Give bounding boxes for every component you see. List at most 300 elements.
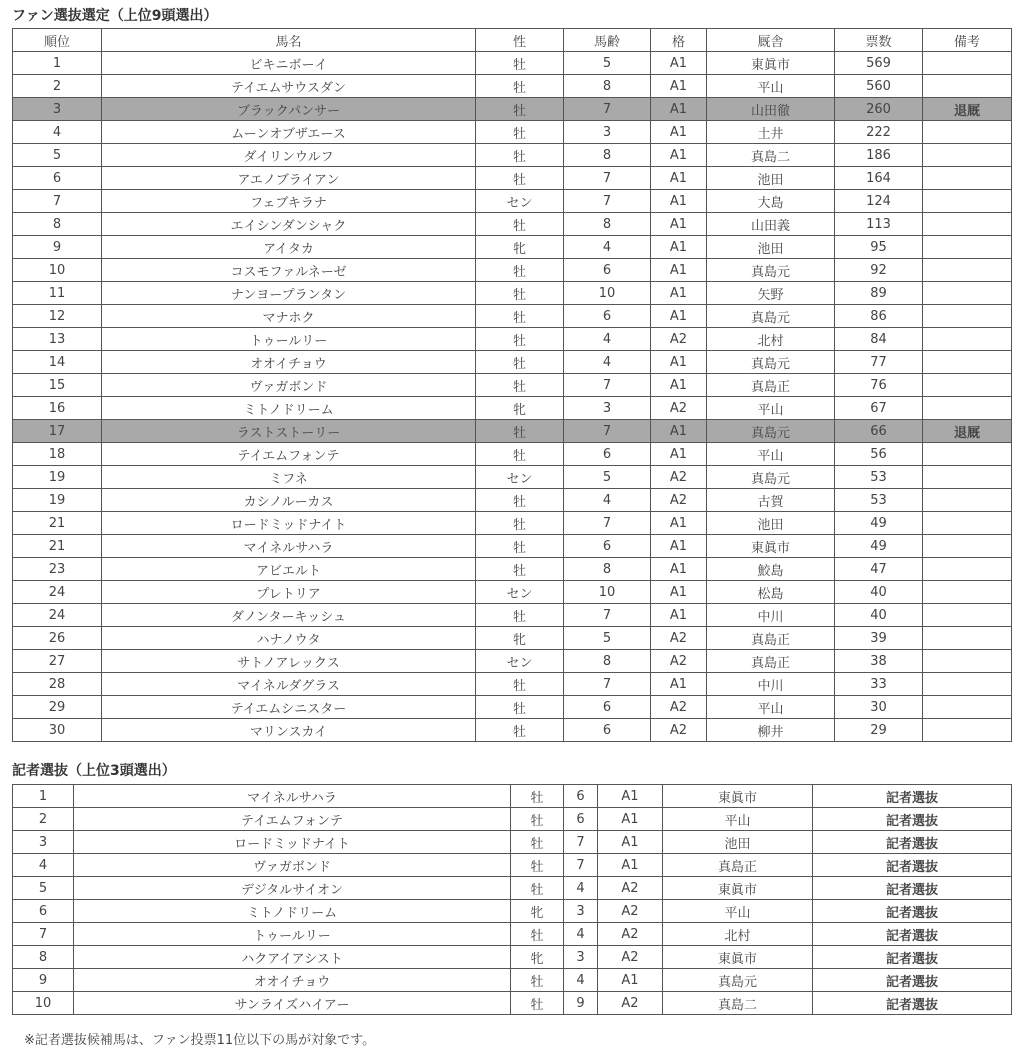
cell-class: A1 (651, 512, 707, 535)
fan-table-body (13, 52, 1012, 742)
cell-class: A1 (651, 213, 707, 236)
cell-age: 7 (564, 190, 651, 213)
cell-age: 8 (564, 75, 651, 98)
cell-age: 7 (564, 673, 651, 696)
cell-stable: 山田義 (707, 213, 835, 236)
cell-sex: 牡 (476, 673, 564, 696)
cell-horse-name: ロードミッドナイト (74, 831, 511, 854)
cell-rank: 19 (13, 466, 102, 489)
cell-class: A1 (651, 52, 707, 75)
table-row (13, 923, 1012, 946)
cell-class: A1 (651, 604, 707, 627)
cell-number: 1 (13, 785, 74, 808)
cell-sex: 牡 (476, 374, 564, 397)
cell-horse-name: オオイチョウ (102, 351, 476, 374)
cell-note (923, 374, 1012, 397)
cell-horse-name: ダノンターキッシュ (102, 604, 476, 627)
cell-horse-name: サンライズハイアー (74, 992, 511, 1015)
cell-horse-name: トゥールリー (74, 923, 511, 946)
cell-sex: 牡 (476, 213, 564, 236)
cell-sex: 牡 (511, 992, 564, 1015)
table-row (13, 512, 1012, 535)
cell-horse-name: テイエムサウスダン (102, 75, 476, 98)
cell-rank: 8 (13, 213, 102, 236)
table-row (13, 98, 1012, 121)
table-row (13, 420, 1012, 443)
cell-age: 5 (564, 52, 651, 75)
cell-votes: 95 (835, 236, 923, 259)
cell-age: 7 (564, 831, 598, 854)
cell-class: A1 (598, 854, 663, 877)
cell-votes: 47 (835, 558, 923, 581)
cell-class: A2 (651, 489, 707, 512)
press-selection-heading: 記者選抜（上位3頭選出） (12, 763, 176, 779)
cell-rank: 3 (13, 98, 102, 121)
cell-age: 8 (564, 558, 651, 581)
cell-rank: 6 (13, 167, 102, 190)
cell-age: 9 (564, 992, 598, 1015)
cell-selection-note: 記者選抜 (813, 808, 1012, 831)
cell-votes: 260 (835, 98, 923, 121)
table-row (13, 374, 1012, 397)
cell-age: 3 (564, 397, 651, 420)
cell-votes: 89 (835, 282, 923, 305)
cell-horse-name: ナンヨープランタン (102, 282, 476, 305)
table-row (13, 351, 1012, 374)
cell-rank: 4 (13, 121, 102, 144)
cell-selection-note: 記者選抜 (813, 831, 1012, 854)
cell-number: 5 (13, 877, 74, 900)
cell-sex: セン (476, 466, 564, 489)
cell-note (923, 351, 1012, 374)
cell-note (923, 121, 1012, 144)
cell-number: 4 (13, 854, 74, 877)
cell-selection-note: 記者選抜 (813, 969, 1012, 992)
cell-rank: 15 (13, 374, 102, 397)
col-header-votes: 票数 (835, 29, 923, 52)
cell-age: 8 (564, 213, 651, 236)
cell-stable: 真島元 (707, 259, 835, 282)
table-row (13, 969, 1012, 992)
cell-rank: 28 (13, 673, 102, 696)
cell-rank: 1 (13, 52, 102, 75)
cell-age: 10 (564, 581, 651, 604)
cell-class: A1 (598, 808, 663, 831)
cell-age: 4 (564, 328, 651, 351)
cell-votes: 113 (835, 213, 923, 236)
cell-votes: 33 (835, 673, 923, 696)
cell-horse-name: マイネルダグラス (102, 673, 476, 696)
cell-horse-name: ラストストーリー (102, 420, 476, 443)
cell-class: A2 (651, 397, 707, 420)
cell-note (923, 719, 1012, 742)
cell-rank: 7 (13, 190, 102, 213)
table-row (13, 992, 1012, 1015)
cell-sex: 牡 (511, 831, 564, 854)
cell-votes: 77 (835, 351, 923, 374)
cell-stable: 東眞市 (707, 535, 835, 558)
cell-horse-name: マリンスカイ (102, 719, 476, 742)
table-row (13, 397, 1012, 420)
cell-rank: 21 (13, 512, 102, 535)
cell-votes: 186 (835, 144, 923, 167)
table-row (13, 719, 1012, 742)
cell-stable: 平山 (707, 397, 835, 420)
cell-class: A1 (651, 75, 707, 98)
cell-horse-name: デジタルサイオン (74, 877, 511, 900)
cell-sex: セン (476, 650, 564, 673)
cell-class: A2 (598, 877, 663, 900)
cell-sex: 牡 (476, 144, 564, 167)
cell-age: 3 (564, 900, 598, 923)
fan-selection-table (12, 28, 1012, 742)
table-row (13, 558, 1012, 581)
cell-sex: 牡 (476, 535, 564, 558)
cell-rank: 2 (13, 75, 102, 98)
table-row (13, 144, 1012, 167)
cell-votes: 53 (835, 489, 923, 512)
cell-age: 4 (564, 236, 651, 259)
cell-horse-name: マイネルサハラ (102, 535, 476, 558)
cell-class: A1 (651, 282, 707, 305)
cell-horse-name: テイエムフォンテ (102, 443, 476, 466)
cell-votes: 53 (835, 466, 923, 489)
table-row (13, 190, 1012, 213)
press-table-body (13, 785, 1012, 1015)
table-row (13, 627, 1012, 650)
table-row (13, 696, 1012, 719)
cell-horse-name: ダイリンウルフ (102, 144, 476, 167)
cell-votes: 29 (835, 719, 923, 742)
table-row (13, 52, 1012, 75)
cell-age: 6 (564, 443, 651, 466)
cell-age: 6 (564, 305, 651, 328)
cell-note: 退厩 (923, 420, 1012, 443)
table-row (13, 785, 1012, 808)
table-row (13, 604, 1012, 627)
cell-sex: 牡 (476, 167, 564, 190)
cell-note (923, 489, 1012, 512)
cell-votes: 124 (835, 190, 923, 213)
cell-sex: 牡 (476, 328, 564, 351)
table-row (13, 75, 1012, 98)
col-header-horse-name: 馬名 (102, 29, 476, 52)
cell-sex: セン (476, 190, 564, 213)
cell-age: 6 (564, 785, 598, 808)
cell-age: 7 (564, 420, 651, 443)
cell-age: 6 (564, 696, 651, 719)
cell-sex: 牡 (476, 98, 564, 121)
cell-votes: 30 (835, 696, 923, 719)
cell-sex: セン (476, 581, 564, 604)
cell-horse-name: アビエルト (102, 558, 476, 581)
cell-rank: 14 (13, 351, 102, 374)
cell-rank: 29 (13, 696, 102, 719)
cell-note (923, 167, 1012, 190)
cell-stable: 池田 (707, 236, 835, 259)
cell-selection-note: 記者選抜 (813, 923, 1012, 946)
cell-age: 7 (564, 512, 651, 535)
cell-rank: 17 (13, 420, 102, 443)
cell-class: A1 (651, 420, 707, 443)
fan-table-header-row (13, 29, 1012, 52)
table-row (13, 466, 1012, 489)
cell-votes: 40 (835, 604, 923, 627)
cell-stable: 真島正 (663, 854, 813, 877)
cell-sex: 牡 (476, 259, 564, 282)
cell-sex: 牡 (476, 443, 564, 466)
cell-note (923, 650, 1012, 673)
table-row (13, 167, 1012, 190)
cell-class: A1 (651, 144, 707, 167)
table-row (13, 946, 1012, 969)
cell-class: A2 (598, 923, 663, 946)
cell-sex: 牡 (511, 969, 564, 992)
col-header-rank: 順位 (13, 29, 102, 52)
cell-note (923, 213, 1012, 236)
col-header-class: 格 (651, 29, 707, 52)
cell-selection-note: 記者選抜 (813, 877, 1012, 900)
cell-class: A2 (651, 627, 707, 650)
cell-selection-note: 記者選抜 (813, 854, 1012, 877)
cell-note (923, 466, 1012, 489)
cell-sex: 牡 (476, 305, 564, 328)
cell-rank: 12 (13, 305, 102, 328)
cell-note (923, 328, 1012, 351)
cell-rank: 23 (13, 558, 102, 581)
cell-class: A1 (598, 831, 663, 854)
cell-horse-name: ビキニボーイ (102, 52, 476, 75)
cell-sex: 牝 (511, 900, 564, 923)
cell-sex: 牡 (476, 696, 564, 719)
cell-votes: 76 (835, 374, 923, 397)
cell-votes: 38 (835, 650, 923, 673)
cell-votes: 86 (835, 305, 923, 328)
table-row (13, 443, 1012, 466)
cell-horse-name: アエノブライアン (102, 167, 476, 190)
cell-stable: 平山 (707, 443, 835, 466)
col-header-note: 備考 (923, 29, 1012, 52)
cell-class: A2 (651, 719, 707, 742)
cell-horse-name: ヴァガボンド (74, 854, 511, 877)
cell-class: A2 (598, 946, 663, 969)
cell-sex: 牡 (476, 351, 564, 374)
cell-age: 5 (564, 466, 651, 489)
table-row (13, 305, 1012, 328)
cell-number: 10 (13, 992, 74, 1015)
cell-sex: 牝 (476, 236, 564, 259)
cell-rank: 18 (13, 443, 102, 466)
cell-horse-name: テイエムシニスター (102, 696, 476, 719)
cell-number: 8 (13, 946, 74, 969)
cell-sex: 牝 (511, 946, 564, 969)
press-selection-table (12, 784, 1012, 1015)
cell-horse-name: サトノアレックス (102, 650, 476, 673)
cell-votes: 49 (835, 535, 923, 558)
table-row (13, 328, 1012, 351)
cell-stable: 大島 (707, 190, 835, 213)
cell-note (923, 236, 1012, 259)
cell-class: A1 (651, 305, 707, 328)
cell-stable: 真島正 (707, 374, 835, 397)
cell-horse-name: テイエムフォンテ (74, 808, 511, 831)
cell-selection-note: 記者選抜 (813, 946, 1012, 969)
cell-votes: 560 (835, 75, 923, 98)
cell-note (923, 75, 1012, 98)
cell-sex: 牡 (476, 604, 564, 627)
cell-sex: 牡 (476, 512, 564, 535)
cell-number: 3 (13, 831, 74, 854)
cell-sex: 牡 (476, 558, 564, 581)
fan-selection-heading: ファン選抜選定（上位9頭選出） (12, 8, 218, 24)
cell-votes: 66 (835, 420, 923, 443)
cell-class: A1 (651, 121, 707, 144)
cell-note (923, 443, 1012, 466)
cell-stable: 北村 (707, 328, 835, 351)
cell-age: 5 (564, 627, 651, 650)
cell-horse-name: プレトリア (102, 581, 476, 604)
cell-age: 4 (564, 489, 651, 512)
cell-class: A1 (598, 969, 663, 992)
cell-votes: 92 (835, 259, 923, 282)
cell-sex: 牡 (511, 923, 564, 946)
cell-class: A1 (651, 351, 707, 374)
cell-sex: 牝 (476, 397, 564, 420)
table-row (13, 236, 1012, 259)
cell-rank: 16 (13, 397, 102, 420)
cell-sex: 牡 (511, 785, 564, 808)
cell-note (923, 604, 1012, 627)
cell-horse-name: エイシンダンシャク (102, 213, 476, 236)
cell-age: 6 (564, 259, 651, 282)
cell-number: 2 (13, 808, 74, 831)
cell-class: A2 (651, 328, 707, 351)
cell-class: A1 (651, 374, 707, 397)
cell-number: 7 (13, 923, 74, 946)
cell-class: A1 (651, 535, 707, 558)
cell-class: A2 (598, 992, 663, 1015)
table-row (13, 900, 1012, 923)
cell-horse-name: ハナノウタ (102, 627, 476, 650)
cell-horse-name: トゥールリー (102, 328, 476, 351)
cell-horse-name: ハクアイアシスト (74, 946, 511, 969)
cell-stable: 山田徹 (707, 98, 835, 121)
cell-class: A1 (651, 581, 707, 604)
cell-stable: 柳井 (707, 719, 835, 742)
cell-age: 8 (564, 650, 651, 673)
cell-stable: 池田 (663, 831, 813, 854)
cell-sex: 牡 (511, 854, 564, 877)
cell-age: 6 (564, 808, 598, 831)
cell-age: 10 (564, 282, 651, 305)
cell-rank: 30 (13, 719, 102, 742)
cell-sex: 牡 (476, 489, 564, 512)
cell-stable: 東眞市 (663, 785, 813, 808)
cell-class: A2 (651, 466, 707, 489)
cell-horse-name: ムーンオブザエース (102, 121, 476, 144)
cell-sex: 牡 (476, 719, 564, 742)
cell-age: 4 (564, 969, 598, 992)
cell-sex: 牡 (476, 52, 564, 75)
cell-rank: 19 (13, 489, 102, 512)
table-row (13, 121, 1012, 144)
cell-note: 退厩 (923, 98, 1012, 121)
table-row (13, 650, 1012, 673)
cell-stable: 中川 (707, 673, 835, 696)
cell-sex: 牡 (476, 121, 564, 144)
cell-horse-name: ヴァガボンド (102, 374, 476, 397)
cell-rank: 21 (13, 535, 102, 558)
cell-age: 7 (564, 98, 651, 121)
cell-stable: 中川 (707, 604, 835, 627)
cell-stable: 真島二 (663, 992, 813, 1015)
cell-age: 6 (564, 535, 651, 558)
cell-stable: 古賀 (707, 489, 835, 512)
cell-class: A2 (651, 696, 707, 719)
cell-note (923, 259, 1012, 282)
table-row (13, 213, 1012, 236)
cell-class: A1 (598, 785, 663, 808)
cell-note (923, 558, 1012, 581)
cell-stable: 真島元 (707, 466, 835, 489)
cell-stable: 平山 (707, 75, 835, 98)
cell-stable: 真島元 (707, 351, 835, 374)
cell-note (923, 535, 1012, 558)
cell-horse-name: オオイチョウ (74, 969, 511, 992)
cell-age: 3 (564, 946, 598, 969)
col-header-stable: 厩舎 (707, 29, 835, 52)
cell-stable: 平山 (707, 696, 835, 719)
cell-votes: 84 (835, 328, 923, 351)
cell-class: A1 (651, 558, 707, 581)
cell-rank: 26 (13, 627, 102, 650)
cell-stable: 北村 (663, 923, 813, 946)
cell-rank: 10 (13, 259, 102, 282)
cell-note (923, 282, 1012, 305)
cell-rank: 27 (13, 650, 102, 673)
cell-votes: 56 (835, 443, 923, 466)
cell-rank: 5 (13, 144, 102, 167)
cell-age: 4 (564, 351, 651, 374)
cell-class: A2 (651, 650, 707, 673)
cell-note (923, 305, 1012, 328)
cell-stable: 東眞市 (663, 877, 813, 900)
cell-stable: 池田 (707, 167, 835, 190)
cell-age: 7 (564, 374, 651, 397)
cell-horse-name: コスモファルネーゼ (102, 259, 476, 282)
cell-sex: 牡 (476, 282, 564, 305)
cell-note (923, 397, 1012, 420)
cell-horse-name: アイタカ (102, 236, 476, 259)
cell-age: 3 (564, 121, 651, 144)
cell-stable: 東眞市 (707, 52, 835, 75)
cell-stable: 池田 (707, 512, 835, 535)
cell-horse-name: ミトノドリーム (74, 900, 511, 923)
cell-votes: 222 (835, 121, 923, 144)
table-row (13, 581, 1012, 604)
col-header-age: 馬齢 (564, 29, 651, 52)
cell-age: 4 (564, 877, 598, 900)
cell-class: A1 (651, 673, 707, 696)
cell-class: A1 (651, 98, 707, 121)
cell-stable: 松島 (707, 581, 835, 604)
cell-class: A1 (651, 167, 707, 190)
cell-horse-name: マイネルサハラ (74, 785, 511, 808)
cell-age: 7 (564, 604, 651, 627)
cell-sex: 牡 (476, 75, 564, 98)
cell-stable: 平山 (663, 808, 813, 831)
table-row (13, 808, 1012, 831)
